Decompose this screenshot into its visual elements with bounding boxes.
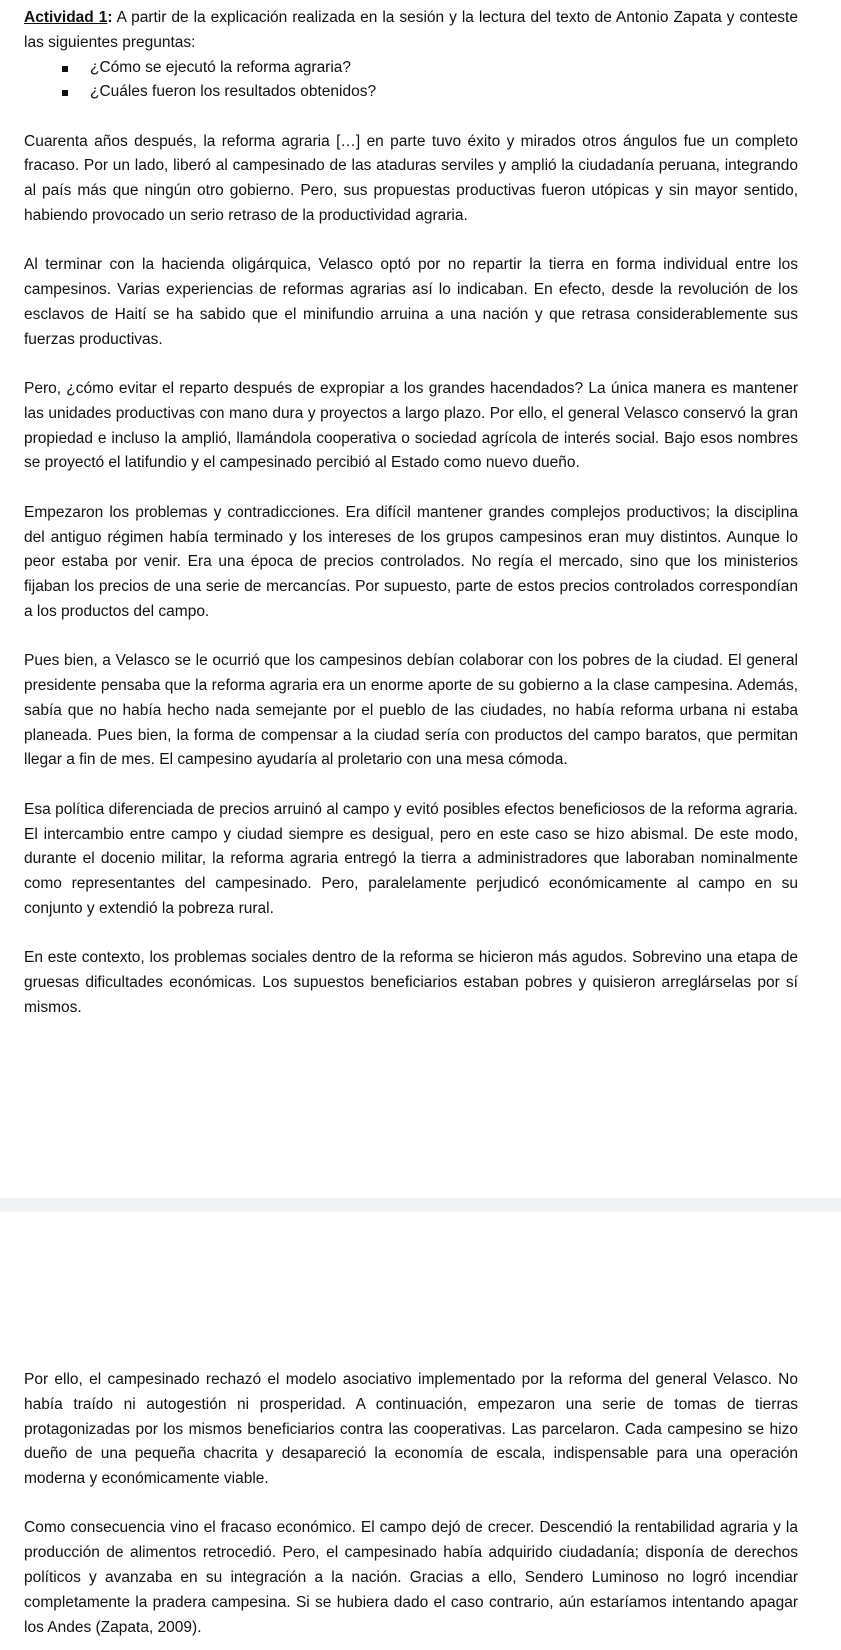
reading-paragraph: Pues bien, a Velasco se le ocurrió que los campesinos debían colaborar con los pobres de la ciudad. El general presidente pensaba que la reforma agraria era un enorme aporte de su gobierno a la clase campesina. Además, sabía que no había hecho nada semejante por el pueblo de las ciudades, no había reforma urbana ni estaba planeada. Pues bien, la forma de compensar a la ciudad sería con productos del campo baratos, que permitan llegar a fin de mes. El campesino ayudaría al proletario con una mesa cómoda. (24, 652, 798, 769)
document-page-2 (24, 1368, 798, 1640)
reading-paragraph: En este contexto, los problemas sociales dentro de la reforma se hicieron más agudos. Sobrevino una etapa de gruesas dificultades económicas. Los supuestos beneficiarios estaban pobres y quisieron arreglárselas por sí mismos. (24, 949, 798, 1016)
question-text: ¿Cómo se ejecutó la reforma agraria? (90, 58, 352, 76)
activity-colon: : (107, 9, 113, 26)
reading-paragraph: Empezaron los problemas y contradicciones. Era difícil mantener grandes complejos productivos; la disciplina del antiguo régimen había terminado y los intereses de los grupos campesinos eran muy distintos. Aunque lo peor estaba por venir. Era una época de precios controlados. No regía el mercado, sino que los ministerios fijaban los precios de una serie de mercancías. Por supuesto, parte de estos precios controlados correspondían a los productos del campo. (24, 503, 798, 620)
activity-label: Actividad 1 (24, 9, 108, 26)
question-item (24, 56, 798, 81)
reading-paragraph: Por ello, el campesinado rechazó el modelo asociativo implementado por la reforma del general Velasco. No había traído ni autogestión ni prosperidad. A continuación, empezaron una serie de tomas de tierras protagonizadas por los mismos beneficiarios contra las cooperativas. Las parcelaron. Cada campesino se hizo dueño de una pequeña chacrita y desapareció la economía de escala, indispensable para una operación moderna y económicamente viable. (24, 1371, 798, 1488)
reading-paragraph: Al terminar con la hacienda oligárquica, Velasco optó por no repartir la tierra en forma individual entre los campesinos. Varias experiencias de reformas agrarias así lo indicaban. En efecto, desde la revolución de los esclavos de Haití se ha sabido que el minifundio arruina a una nación y que retrasa considerablemente sus fuerzas productivas. (24, 256, 798, 348)
activity-instruction-text: A partir de la explicación realizada en la sesión y la lectura del texto de Antonio Zapata y conteste las siguientes preguntas: (24, 9, 798, 51)
activity-instruction (24, 6, 798, 56)
reading-paragraph: Cuarenta años después, la reforma agraria […] en parte tuvo éxito y mirados otros ángulos fue un completo fracaso. Por un lado, liberó al campesinado de las ataduras serviles y amplió la ciudadanía peruana, integrando al país más que ningún otro gobierno. Pero, sus propuestas productivas fueron utópicas y sin mayor sentido, habiendo provocado un serio retraso de la productividad agraria. (24, 132, 798, 225)
square-bullet-icon (62, 66, 68, 72)
square-bullet-icon (62, 90, 68, 96)
reading-paragraph: Esa política diferenciada de precios arruinó al campo y evitó posibles efectos beneficiosos de la reforma agraria. El intercambio entre campo y ciudad siempre es desigual, pero en este caso se hizo abismal. De este modo, durante el docenio militar, la reforma agraria entregó la tierra a administradores que laboraban nominalmente como representantes del campesinado. Pero, paralelamente perjudicó económicamente al campo en su conjunto y extendió la pobreza rural. (24, 800, 798, 917)
page-separator (0, 1198, 841, 1212)
reading-paragraph: Como consecuencia vino el fracaso económico. El campo dejó de crecer. Descendió la rentabilidad agraria y la producción de alimentos retrocedió. Pero, el campesinado había adquirido ciudadanía; disponía de derechos políticos y avanzaba en su integración a la nación. Gracias a ello, Sendero Luminoso no logró incendiar completamente la pradera campesina. Si se hubiera dado el caso contrario, aún estaríamos intentando apagar los Andes (Zapata, 2009). (24, 1519, 798, 1636)
question-item (24, 80, 798, 105)
document-page-1 (24, 6, 798, 1045)
question-text: ¿Cuáles fueron los resultados obtenidos? (90, 83, 377, 101)
question-list (24, 56, 798, 106)
reading-paragraph: Pero, ¿cómo evitar el reparto después de expropiar a los grandes hacendados? La única manera es mantener las unidades productivas con mano dura y proyectos a largo plazo. Por ello, el general Velasco conservó la gran propiedad e incluso la amplió, llamándola cooperativa o sociedad agrícola de interés social. Bajo esos nombres se proyectó el latifundio y el campesinado percibió al Estado como nuevo dueño. (24, 380, 798, 472)
